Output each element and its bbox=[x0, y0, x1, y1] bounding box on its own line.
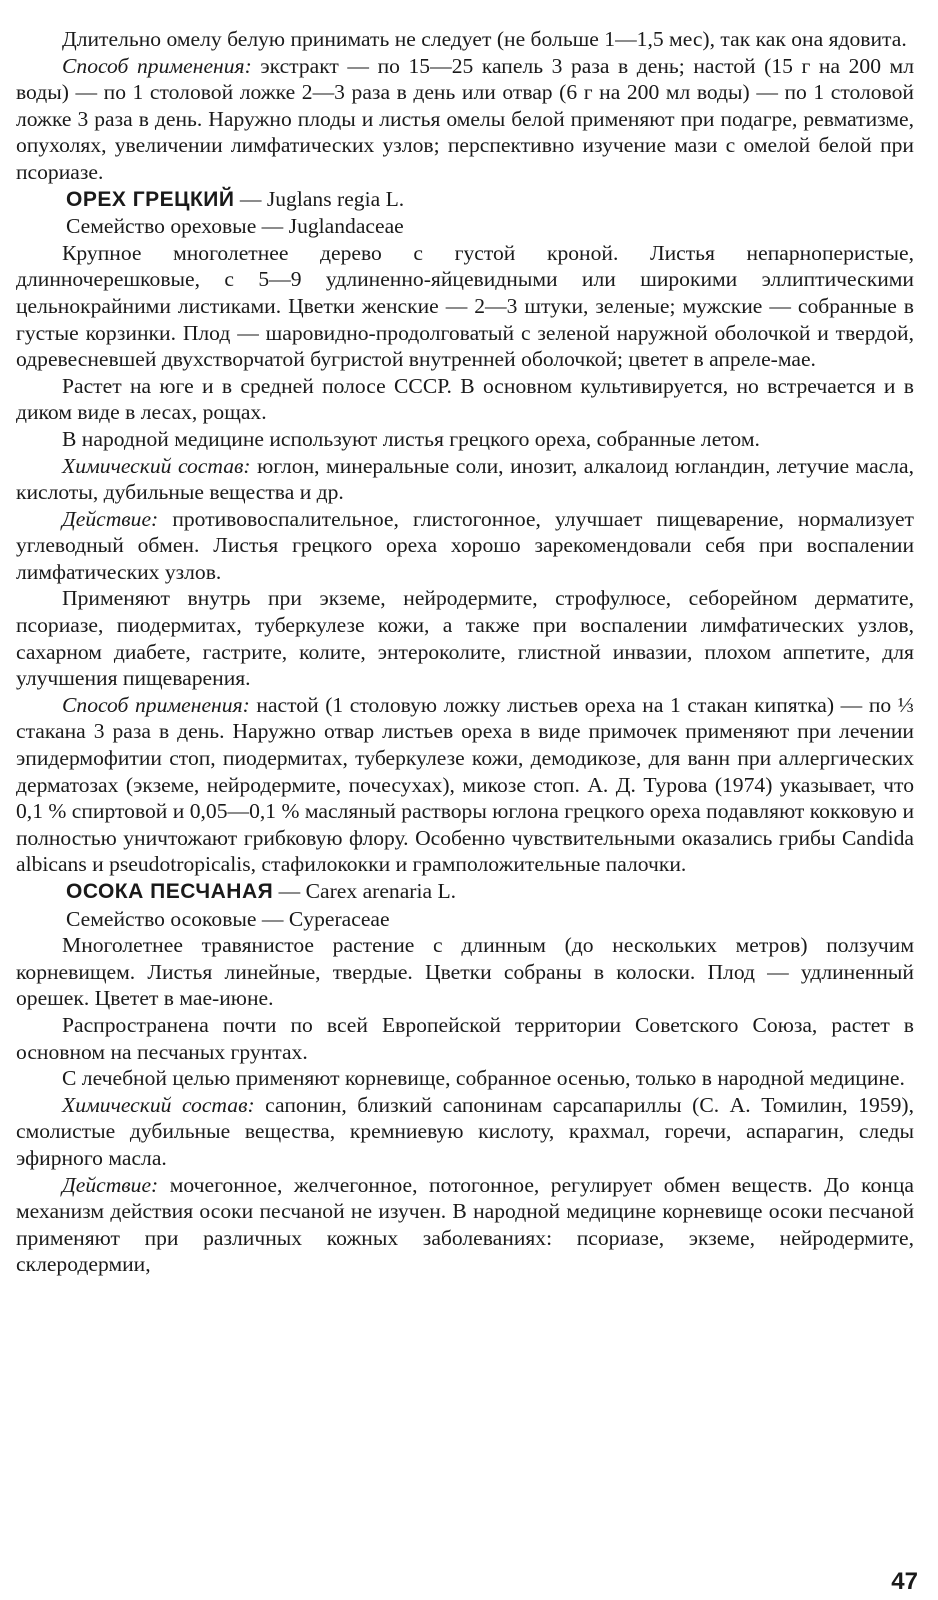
paragraph-walnut-chemistry: Химический состав: юглон, минеральные соли, инозит, алкалоид югландин, летучие масла, кислоты, дубильные вещества и др. bbox=[16, 453, 914, 505]
action-label: Действие: bbox=[62, 1172, 159, 1197]
paragraph-sedge-collection: С лечебной целью применяют корневище, собранное осенью, только в народной медицине. bbox=[62, 1066, 905, 1091]
plant-family: Семейство осоковые — Cyperaceae bbox=[66, 906, 390, 931]
paragraph-walnut-habitat: Растет на юге и в средней полосе СССР. В основном культивируется, но встречается и в диком виде в лесах, рощах. bbox=[16, 373, 914, 425]
action-label: Действие: bbox=[62, 506, 159, 531]
paragraph-sedge-habitat: Распространена почти по всей Европейской территории Советского Союза, растет в основном на песчаных грунтах. bbox=[16, 1012, 914, 1064]
plant-name: ОСОКА ПЕСЧАНАЯ bbox=[66, 880, 274, 903]
plant-title-sedge bbox=[66, 878, 914, 906]
paragraph-omela-usage: Способ применения: экстракт — по 15—25 капель 3 раза в день; настой (15 г на 200 мл воды) — по 1 столовой ложке 2—3 раза в день или отвар (6 г на 200 мл воды) — по 1 столовой ложке 3 раза в день. Наружно плоды и листья омелы белой применяют при подагре, ревматизме, опухолях, увеличении лимфатических узлов; перспективно изучение мази с омелой белой при псориазе. bbox=[16, 53, 914, 184]
page-text bbox=[16, 26, 914, 1278]
paragraph-omela-warning: Длительно омелу белую принимать не следует (не больше 1—1,5 мес), так как она ядовита. bbox=[62, 27, 907, 51]
chemistry-label: Химический состав: bbox=[62, 1092, 255, 1117]
plant-title-walnut bbox=[66, 186, 914, 214]
paragraph-walnut-usage: Способ применения: настой (1 столовую ложку листьев ореха на 1 стакан кипятка) — по ⅓ стакана 3 раза в день. Наружно отвар листьев ореха в виде примочек применяют при лечении эпидермофитии стоп, пиодермитах, туберкулезе кожи, демодикозе, для ванн при аллергических дерматозах (экземе, нейродермите, почесухах), микозе стоп. А. Д. Турова (1974) указывает, что 0,1 % спиртовой и 0,05—0,1 % масляный растворы юглона грецкого ореха подавляют кокковую и полностью уничтожают грибковую флору. Особенно чувствительными оказались грибы Candida albicans и pseudotropicalis, стафилококки и грамположительные палочки. bbox=[16, 692, 914, 877]
chemistry-label: Химический состав: bbox=[62, 453, 251, 478]
paragraph-sedge-action: Действие: мочегонное, желчегонное, потогонное, регулирует обмен веществ. До конца механизм действия осоки песчаной не изучен. В народной медицине корневище осоки песчаной применяют при различных кожных заболеваниях: псориазе, экземе, нейродермите, склеродермии, bbox=[16, 1172, 914, 1277]
plant-name: ОРЕХ ГРЕЦКИЙ bbox=[66, 187, 235, 211]
paragraph-sedge-description: Многолетнее травянистое растение с длинным (до нескольких метров) ползучим корневищем. Листья линейные, твердые. Цветки собраны в колоски. Плод — удлиненный орешек. Цветет в мае-июне. bbox=[16, 933, 914, 1011]
usage-label: Способ применения: bbox=[62, 53, 252, 78]
paragraph-walnut-collection: В народной медицине используют листья грецкого ореха, собранные летом. bbox=[62, 426, 760, 451]
paragraph-sedge-chemistry: Химический состав: сапонин, близкий сапонинам сарсапариллы (С. А. Томилин, 1959), смолистые дубильные вещества, кремниевую кислоту, крахмал, горечи, аспарагин, следы эфирного масла. bbox=[16, 1092, 914, 1170]
page-number: 47 bbox=[891, 1568, 918, 1595]
plant-family: Семейство ореховые — Juglandaceae bbox=[66, 214, 404, 239]
plant-latin: — Juglans regia L. bbox=[234, 186, 405, 211]
paragraph-walnut-action: Действие: противовоспалительное, глистогонное, улучшает пищеварение, нормализует углеводный обмен. Листья грецкого ореха хорошо зарекомендовали себя при воспалении лимфатических узлов. bbox=[16, 506, 914, 584]
plant-latin: — Carex arenaria L. bbox=[273, 879, 457, 903]
paragraph-walnut-indications: Применяют внутрь при экземе, нейродермите, строфулюсе, себорейном дерматите, псориазе, пиодермитах, туберкулезе кожи, а также при воспалении лимфатических узлов, сахарном диабете, гастрите, колите, энтероколите, глистной инвазии, плохом аппетите, для улучшения пищеварения. bbox=[16, 586, 914, 691]
usage-label: Способ применения: bbox=[62, 692, 250, 717]
paragraph-walnut-description: Крупное многолетнее дерево с густой кроной. Листья непарноперистые, длинночерешковые, с 5—9 удлиненно-яйцевидными или широкими эллиптическими цельнокрайними листиками. Цветки женские — 2—3 штуки, зеленые; мужские — собранные в густые корзинки. Плод — шаровидно-продолговатый с зеленой наружной оболочкой и твердой, одревесневшей двухстворчатой бугристой внутренней оболочкой; цветет в апреле-мае. bbox=[16, 240, 914, 372]
